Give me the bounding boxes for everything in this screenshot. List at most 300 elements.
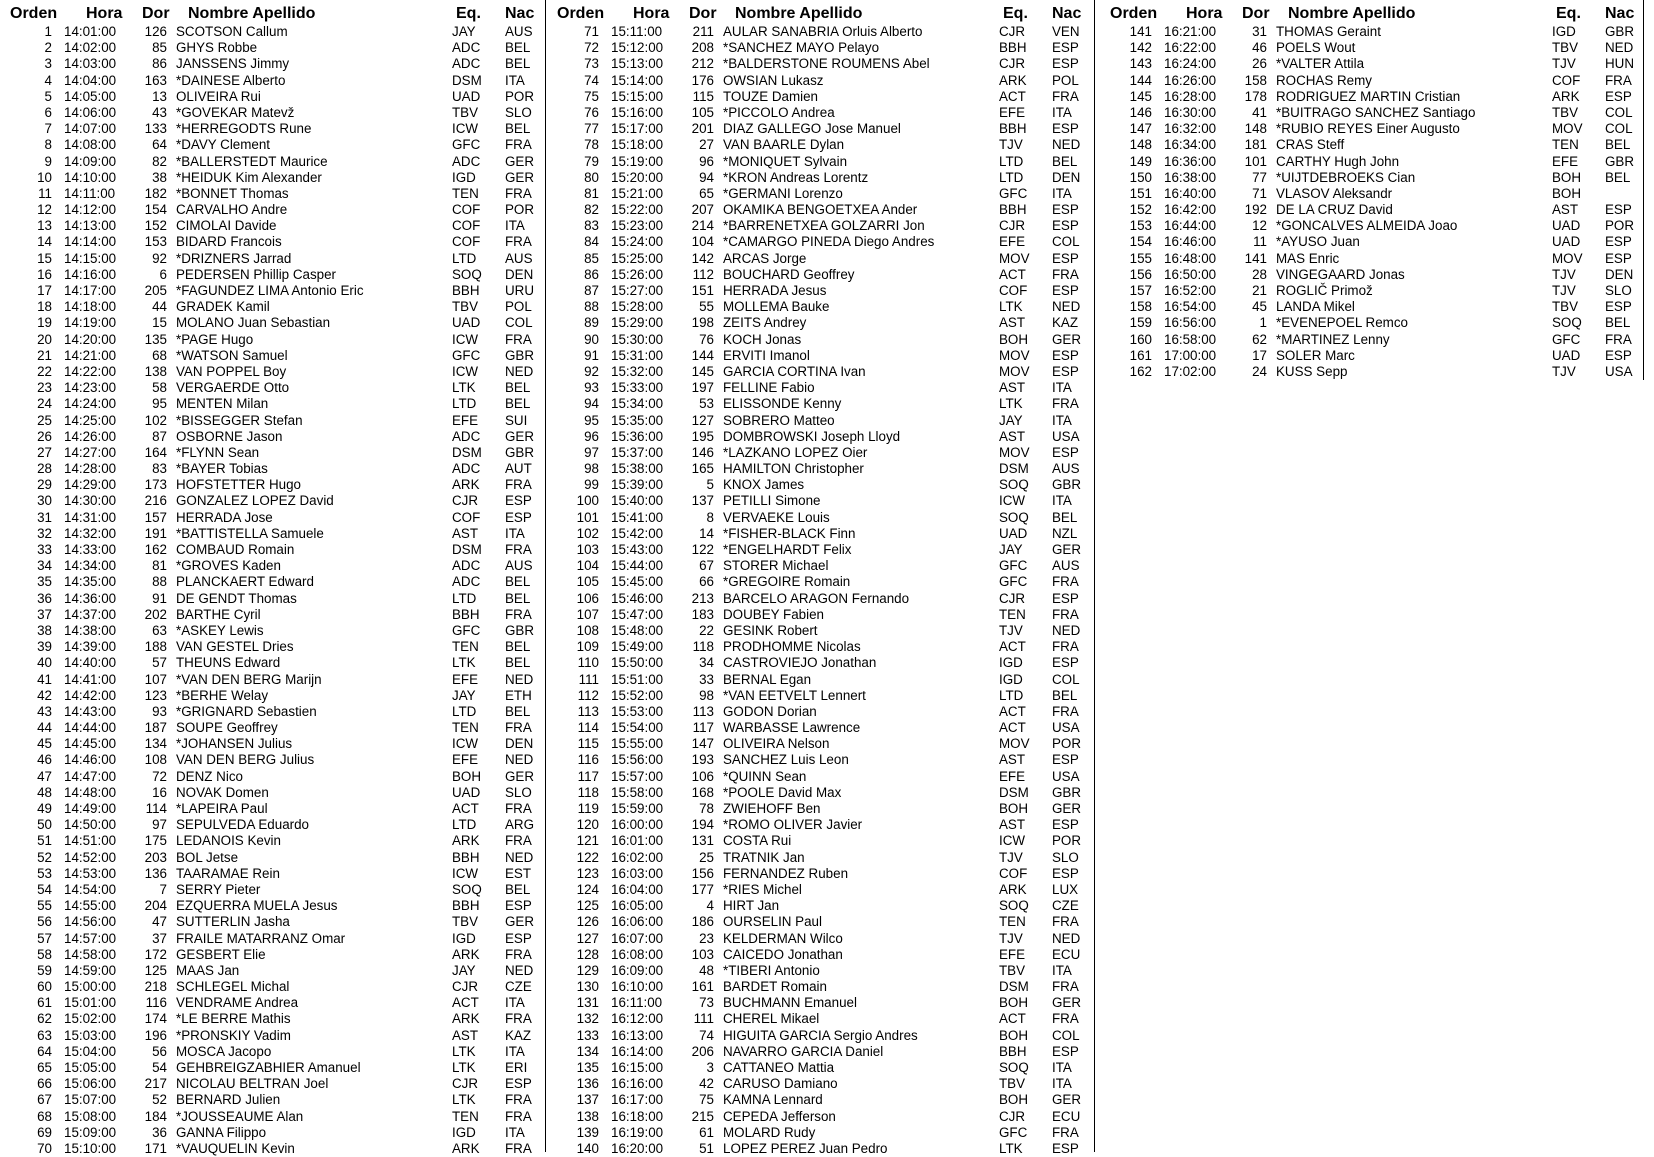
cell-dorsal: 75: [699, 1092, 714, 1108]
cell-team: TBV: [999, 962, 1026, 978]
cell-nationality: ESP: [505, 1076, 532, 1092]
table-row: [0, 56, 545, 72]
cell-rider-name: POELS Wout: [1276, 40, 1356, 56]
cell-team: TJV: [1552, 363, 1576, 379]
cell-team: AST: [999, 315, 1026, 331]
table-row: [547, 396, 1092, 412]
cell-rider-name: ARCAS Jorge: [723, 250, 807, 266]
table-row: [1100, 332, 1645, 348]
cell-dorsal: 24: [1252, 363, 1267, 379]
cell-hora: 14:49:00: [64, 801, 117, 816]
cell-nationality: ESP: [1052, 590, 1079, 606]
cell-hora: 16:21:00: [1164, 24, 1217, 39]
cell-rider-name: ELISSONDE Kenny: [723, 396, 842, 412]
cell-team: CJR: [452, 493, 479, 509]
cell-team: ACT: [999, 639, 1026, 655]
cell-orden: 55: [37, 898, 52, 914]
cell-dorsal: 94: [699, 169, 714, 185]
cell-rider-name: PEDERSEN Phillip Casper: [176, 266, 337, 282]
cell-hora: 14:05:00: [64, 88, 117, 104]
cell-team: BBH: [999, 202, 1027, 218]
cell-orden: 93: [584, 380, 599, 396]
cell-orden: 149: [1129, 153, 1152, 169]
cell-dorsal: 213: [691, 590, 714, 606]
cell-rider-name: *VALTER Attila: [1276, 56, 1365, 72]
cell-rider-name: CIMOLAI Davide: [176, 218, 277, 234]
cell-rider-name: VAN GESTEL Dries: [176, 639, 294, 655]
cell-orden: 94: [584, 396, 599, 412]
cell-team: TBV: [452, 914, 479, 930]
cell-hora: 15:48:00: [611, 622, 664, 638]
cell-nationality: FRA: [1605, 72, 1632, 88]
cell-team: GFC: [999, 574, 1028, 590]
cell-nationality: FRA: [505, 137, 532, 153]
table-row: [547, 558, 1092, 574]
cell-orden: 60: [37, 979, 52, 995]
cell-hora: 15:15:00: [611, 88, 664, 104]
cell-hora: 14:18:00: [64, 299, 117, 315]
table-row: [1100, 89, 1645, 105]
cell-rider-name: *BALDERSTONE ROUMENS Abel: [723, 56, 930, 72]
cell-nationality: ESP: [1052, 250, 1079, 266]
cell-nationality: BEL: [505, 655, 531, 671]
cell-hora: 16:24:00: [1164, 56, 1217, 72]
cell-nationality: AUT: [505, 461, 532, 477]
header-nombre: Nombre Apellido: [188, 5, 316, 22]
table-row: [0, 202, 545, 218]
cell-dorsal: 38: [152, 169, 167, 185]
cell-rider-name: DE LA CRUZ David: [1276, 202, 1393, 218]
table-row: [0, 396, 545, 412]
cell-hora: 16:26:00: [1164, 72, 1217, 88]
start-list-column-3: [1100, 4, 1645, 380]
cell-team: EFE: [999, 104, 1026, 120]
cell-hora: 16:30:00: [1164, 104, 1217, 120]
cell-hora: 14:59:00: [64, 962, 117, 978]
cell-hora: 15:16:00: [611, 104, 664, 120]
table-row: [547, 267, 1092, 283]
cell-dorsal: 97: [152, 817, 167, 833]
cell-orden: 29: [37, 477, 52, 493]
cell-hora: 14:15:00: [64, 250, 117, 266]
cell-hora: 15:27:00: [611, 283, 664, 298]
cell-team: EFE: [1552, 153, 1579, 169]
cell-hora: 16:11:00: [611, 995, 663, 1011]
cell-orden: 17: [37, 283, 52, 298]
table-row: [0, 526, 545, 542]
cell-dorsal: 153: [144, 234, 167, 250]
cell-dorsal: 77: [1252, 169, 1267, 185]
cell-team: LTK: [999, 1140, 1023, 1156]
cell-hora: 15:35:00: [611, 412, 664, 428]
cell-hora: 16:28:00: [1164, 88, 1217, 104]
cell-hora: 15:03:00: [64, 1027, 117, 1043]
cell-hora: 16:09:00: [611, 962, 664, 978]
cell-team: BBH: [452, 898, 480, 914]
cell-dorsal: 57: [152, 655, 167, 671]
table-row: [547, 704, 1092, 720]
cell-team: IGD: [999, 655, 1023, 671]
cell-rider-name: *VAUQUELIN Kevin: [176, 1140, 295, 1156]
cell-orden: 88: [584, 299, 599, 315]
cell-nationality: FRA: [1052, 88, 1079, 104]
cell-dorsal: 41: [1252, 104, 1267, 120]
cell-hora: 15:19:00: [611, 153, 664, 169]
cell-team: MOV: [999, 347, 1030, 363]
cell-hora: 16:19:00: [611, 1124, 664, 1140]
cell-orden: 111: [578, 671, 599, 687]
table-row: [0, 882, 545, 898]
cell-dorsal: 42: [699, 1076, 714, 1092]
cell-rider-name: BARDET Romain: [723, 979, 827, 995]
cell-hora: 15:41:00: [611, 509, 664, 525]
table-row: [0, 413, 545, 429]
cell-hora: 16:01:00: [611, 833, 664, 849]
cell-orden: 114: [577, 720, 599, 736]
cell-hora: 15:53:00: [611, 703, 664, 719]
cell-team: TJV: [1552, 266, 1576, 282]
cell-team: EFE: [452, 752, 479, 768]
cell-nationality: GER: [505, 153, 535, 169]
cell-rider-name: *BATTISTELLA Samuele: [176, 525, 324, 541]
table-row: [1100, 56, 1645, 72]
cell-dorsal: 127: [691, 412, 714, 428]
table-row: [547, 979, 1092, 995]
cell-dorsal: 201: [691, 121, 714, 137]
cell-orden: 123: [576, 865, 599, 881]
cell-dorsal: 95: [152, 396, 167, 412]
column-divider: [1094, 0, 1095, 1152]
cell-hora: 15:30:00: [611, 331, 664, 347]
cell-dorsal: 117: [692, 720, 714, 736]
cell-hora: 14:23:00: [64, 380, 117, 396]
cell-rider-name: FERNANDEZ Ruben: [723, 865, 849, 881]
cell-orden: 32: [37, 525, 52, 541]
cell-rider-name: *WATSON Samuel: [176, 347, 288, 363]
cell-dorsal: 56: [152, 1043, 167, 1059]
cell-nationality: ARG: [505, 817, 535, 833]
cell-nationality: BEL: [505, 396, 531, 412]
cell-team: BBH: [999, 1043, 1027, 1059]
cell-nationality: ESP: [1052, 817, 1079, 833]
cell-team: BBH: [452, 283, 480, 298]
cell-rider-name: *AYUSO Juan: [1276, 234, 1360, 250]
cell-dorsal: 71: [1252, 185, 1267, 201]
table-row: [547, 73, 1092, 89]
cell-hora: 14:51:00: [64, 833, 117, 849]
cell-nationality: NED: [505, 962, 534, 978]
cell-dorsal: 161: [691, 979, 714, 995]
cell-hora: 15:01:00: [64, 995, 117, 1011]
cell-team: LTD: [999, 687, 1024, 703]
table-row: [0, 785, 545, 801]
cell-rider-name: *TIBERI Antonio: [723, 962, 820, 978]
cell-dorsal: 133: [144, 121, 167, 137]
cell-nationality: AUS: [505, 24, 533, 39]
header-eq: Eq.: [1556, 5, 1581, 22]
table-row: [547, 283, 1092, 299]
cell-orden: 84: [584, 234, 599, 250]
cell-rider-name: BARTHE Cyril: [176, 606, 261, 622]
cell-rider-name: LOPEZ PEREZ Juan Pedro: [723, 1140, 888, 1156]
cell-dorsal: 5: [706, 477, 714, 493]
column-header: [1100, 4, 1645, 24]
cell-orden: 21: [37, 347, 52, 363]
cell-orden: 146: [1129, 104, 1152, 120]
cell-hora: 14:24:00: [64, 396, 117, 412]
cell-nationality: KAZ: [1052, 315, 1079, 331]
cell-hora: 15:58:00: [611, 784, 664, 800]
cell-nationality: ESP: [1605, 299, 1632, 315]
cell-team: ADC: [452, 428, 481, 444]
cell-hora: 14:06:00: [64, 104, 117, 120]
cell-dorsal: 217: [144, 1076, 167, 1092]
table-row: [0, 267, 545, 283]
cell-rider-name: *MONIQUET Sylvain: [723, 153, 848, 169]
cell-nationality: ESP: [1052, 655, 1079, 671]
cell-orden: 71: [584, 24, 599, 39]
cell-rider-name: CEPEDA Jefferson: [723, 1108, 836, 1124]
cell-orden: 8: [44, 137, 52, 153]
table-row: [547, 1092, 1092, 1108]
cell-dorsal: 92: [152, 250, 167, 266]
cell-hora: 16:00:00: [611, 817, 664, 833]
cell-rider-name: *BALLERSTEDT Maurice: [176, 153, 328, 169]
table-row: [0, 1060, 545, 1076]
cell-hora: 15:17:00: [611, 121, 664, 137]
cell-dorsal: 72: [152, 768, 167, 784]
cell-team: SOQ: [999, 477, 1029, 493]
cell-orden: 38: [37, 622, 52, 638]
cell-nationality: USA: [1052, 720, 1080, 736]
cell-rider-name: LANDA Mikel: [1276, 299, 1355, 315]
cell-team: JAY: [999, 542, 1023, 557]
cell-rider-name: *BUITRAGO SANCHEZ Santiago: [1276, 104, 1476, 120]
cell-nationality: NZL: [1052, 525, 1078, 541]
cell-hora: 14:45:00: [64, 736, 117, 752]
cell-hora: 15:28:00: [611, 299, 664, 315]
cell-rider-name: SANCHEZ Luis Leon: [723, 752, 849, 768]
cell-hora: 14:41:00: [64, 671, 117, 687]
cell-hora: 14:54:00: [64, 881, 117, 897]
cell-nationality: FRA: [1052, 266, 1079, 282]
cell-rider-name: DOUBEY Fabien: [723, 606, 824, 622]
cell-rider-name: *JOUSSEAUME Alan: [176, 1108, 304, 1124]
cell-hora: 16:18:00: [611, 1108, 664, 1124]
cell-rider-name: HERRADA Jesus: [723, 283, 827, 298]
table-row: [547, 995, 1092, 1011]
cell-nationality: ESP: [1052, 1140, 1079, 1156]
cell-orden: 42: [37, 687, 52, 703]
start-list-column-2: [547, 4, 1092, 1157]
cell-team: MOV: [999, 444, 1030, 460]
cell-team: MOV: [1552, 250, 1583, 266]
table-row: [0, 655, 545, 671]
table-row: [547, 170, 1092, 186]
cell-team: TBV: [999, 1076, 1026, 1092]
cell-orden: 151: [1129, 185, 1152, 201]
table-row: [0, 137, 545, 153]
cell-nationality: FRA: [505, 542, 532, 557]
cell-nationality: FRA: [505, 1092, 532, 1108]
cell-team: TBV: [1552, 299, 1579, 315]
cell-rider-name: SOLER Marc: [1276, 347, 1355, 363]
cell-hora: 16:42:00: [1164, 202, 1217, 218]
cell-rider-name: VENDRAME Andrea: [176, 995, 299, 1011]
cell-team: ADC: [452, 153, 481, 169]
cell-hora: 15:56:00: [611, 752, 664, 768]
cell-orden: 91: [584, 347, 599, 363]
cell-team: ADC: [452, 574, 481, 590]
cell-rider-name: *GREGOIRE Romain: [723, 574, 851, 590]
cell-hora: 16:40:00: [1164, 185, 1217, 201]
cell-rider-name: CAICEDO Jonathan: [723, 946, 843, 962]
header-nombre: Nombre Apellido: [735, 5, 863, 22]
cell-rider-name: KELDERMAN Wilco: [723, 930, 843, 946]
cell-team: DSM: [999, 979, 1029, 995]
cell-team: LTK: [452, 1060, 476, 1075]
header-nac: Nac: [1052, 5, 1082, 22]
cell-team: GFC: [452, 622, 481, 638]
cell-team: UAD: [1552, 234, 1581, 250]
cell-orden: 92: [584, 363, 599, 379]
table-row: [547, 898, 1092, 914]
cell-orden: 76: [584, 104, 599, 120]
cell-team: UAD: [452, 88, 481, 104]
cell-rider-name: KNOX James: [723, 477, 805, 493]
cell-orden: 119: [577, 801, 599, 816]
table-row: [1100, 154, 1645, 170]
cell-dorsal: 137: [691, 493, 714, 509]
table-row: [547, 914, 1092, 930]
cell-orden: 10: [37, 169, 52, 185]
cell-orden: 159: [1129, 315, 1152, 331]
cell-rider-name: *BARRENETXEA GOLZARRI Jon: [723, 218, 925, 234]
cell-orden: 150: [1129, 169, 1152, 185]
cell-dorsal: 17: [1252, 347, 1267, 363]
cell-orden: 85: [584, 250, 599, 266]
cell-orden: 162: [1129, 363, 1152, 379]
cell-nationality: GER: [1052, 331, 1082, 347]
table-row: [0, 639, 545, 655]
cell-dorsal: 131: [691, 833, 714, 849]
cell-nationality: BEL: [505, 590, 531, 606]
cell-dorsal: 187: [144, 720, 167, 736]
table-row: [547, 315, 1092, 331]
cell-hora: 15:57:00: [611, 768, 664, 784]
cell-dorsal: 148: [1244, 121, 1267, 137]
cell-hora: 14:39:00: [64, 639, 117, 655]
cell-orden: 132: [576, 1011, 599, 1027]
cell-hora: 14:22:00: [64, 363, 117, 379]
cell-nationality: BEL: [1052, 509, 1078, 525]
cell-rider-name: BOL Jetse: [176, 849, 239, 865]
cell-hora: 15:52:00: [611, 687, 664, 703]
cell-dorsal: 43: [152, 104, 167, 120]
cell-nationality: ESP: [505, 493, 532, 509]
cell-dorsal: 214: [691, 218, 714, 234]
cell-team: COF: [452, 234, 481, 250]
cell-orden: 147: [1129, 121, 1152, 137]
cell-hora: 16:56:00: [1164, 315, 1217, 331]
cell-orden: 50: [37, 817, 52, 833]
table-row: [1100, 186, 1645, 202]
table-row: [547, 639, 1092, 655]
cell-orden: 4: [44, 72, 52, 88]
cell-nationality: FRA: [505, 1140, 532, 1156]
cell-orden: 52: [37, 849, 52, 865]
cell-nationality: ECU: [1052, 946, 1081, 962]
cell-rider-name: ZEITS Andrey: [723, 315, 807, 331]
cell-rider-name: PLANCKAERT Edward: [176, 574, 314, 590]
cell-hora: 15:22:00: [611, 202, 664, 218]
table-row: [547, 461, 1092, 477]
table-row: [547, 785, 1092, 801]
cell-team: ICW: [452, 331, 479, 347]
header-nac: Nac: [505, 5, 535, 22]
cell-orden: 13: [37, 218, 52, 234]
table-row: [547, 251, 1092, 267]
cell-team: ARK: [1552, 88, 1580, 104]
cell-hora: 14:17:00: [64, 283, 117, 298]
cell-nationality: ESP: [1605, 88, 1632, 104]
cell-nationality: SLO: [505, 784, 532, 800]
cell-orden: 9: [44, 153, 52, 169]
cell-hora: 16:14:00: [611, 1043, 664, 1059]
cell-orden: 152: [1129, 202, 1152, 218]
cell-rider-name: MAAS Jan: [176, 962, 240, 978]
cell-rider-name: MAS Enric: [1276, 250, 1340, 266]
cell-dorsal: 171: [144, 1140, 167, 1156]
table-row: [0, 105, 545, 121]
cell-nationality: USA: [1052, 428, 1080, 444]
cell-nationality: POR: [1605, 218, 1635, 234]
cell-nationality: ESP: [1052, 56, 1079, 72]
cell-team: IGD: [999, 671, 1023, 687]
header-eq: Eq.: [456, 5, 481, 22]
cell-hora: 16:05:00: [611, 898, 664, 914]
cell-rider-name: *PRONSKIY Vadim: [176, 1027, 291, 1043]
cell-team: SOQ: [452, 881, 482, 897]
cell-nationality: ESP: [1052, 865, 1079, 881]
cell-orden: 96: [584, 428, 599, 444]
cell-nationality: FRA: [505, 331, 532, 347]
cell-nationality: AUS: [1052, 461, 1080, 477]
table-row: [0, 364, 545, 380]
cell-orden: 82: [584, 202, 599, 218]
cell-rider-name: THOMAS Geraint: [1276, 24, 1381, 39]
cell-nationality: COL: [1052, 671, 1080, 687]
cell-hora: 15:51:00: [611, 671, 664, 687]
cell-rider-name: COMBAUD Romain: [176, 542, 295, 557]
cell-nationality: COL: [505, 315, 533, 331]
cell-team: TJV: [999, 849, 1023, 865]
table-row: [547, 542, 1092, 558]
table-row: [547, 769, 1092, 785]
cell-dorsal: 191: [144, 525, 167, 541]
cell-rider-name: *BERHE Welay: [176, 687, 269, 703]
cell-team: DSM: [999, 461, 1029, 477]
cell-nationality: BEL: [1605, 169, 1631, 185]
cell-rider-name: *HERREGODTS Rune: [176, 121, 312, 137]
cell-orden: 3: [44, 56, 52, 72]
cell-nationality: NED: [1052, 137, 1081, 153]
cell-rider-name: FRAILE MATARRANZ Omar: [176, 930, 346, 946]
cell-team: CJR: [999, 1108, 1026, 1124]
cell-nationality: LUX: [1052, 881, 1079, 897]
table-row: [0, 1109, 545, 1125]
cell-team: BOH: [999, 801, 1029, 816]
